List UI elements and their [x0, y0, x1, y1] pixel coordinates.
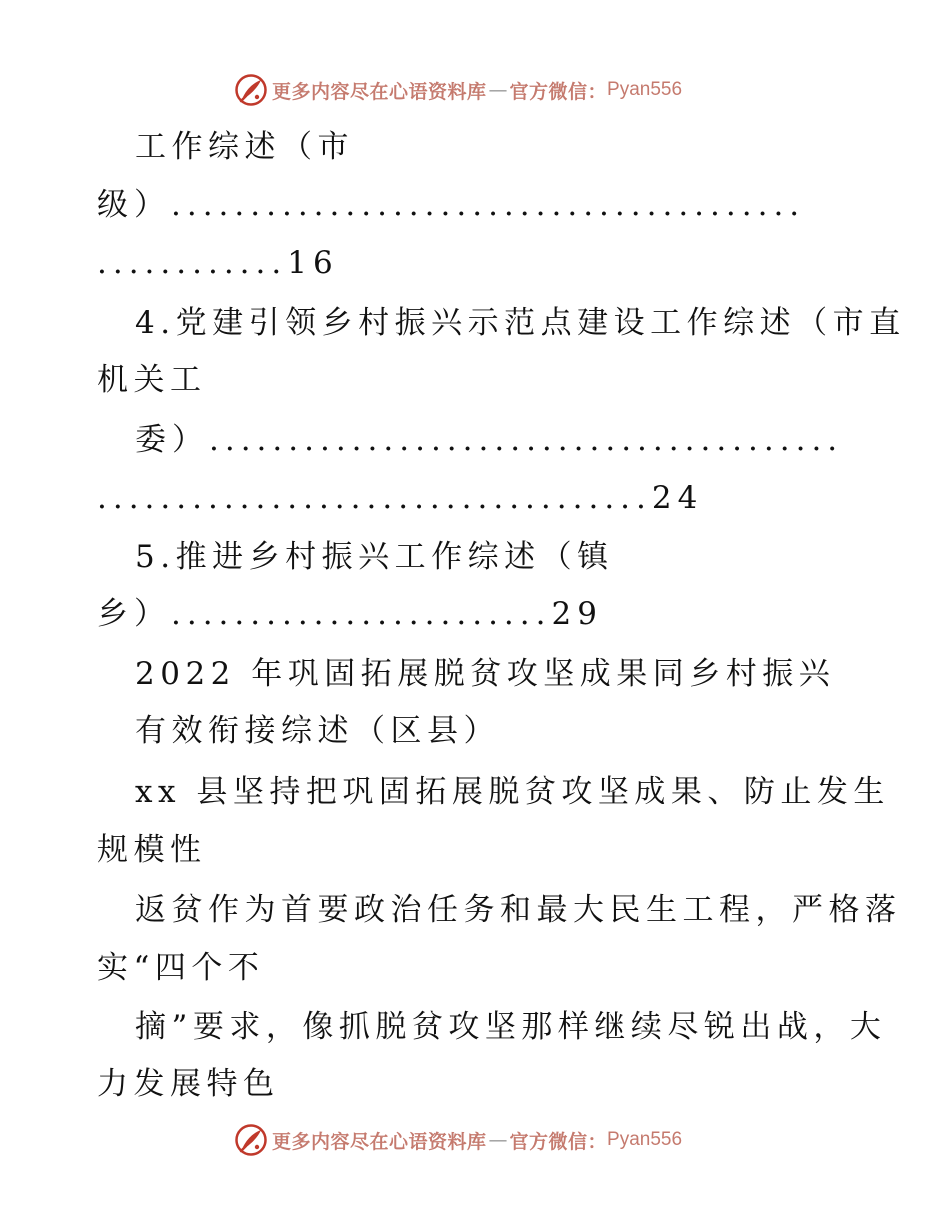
watermark-text: 更多内容尽在心语资料库	[272, 1130, 487, 1153]
article-body-line: 规模性	[97, 832, 207, 868]
toc-item4-line3: 委）........................................	[135, 422, 844, 458]
article-body-line: xx 县坚持把巩固拓展脱贫攻坚成果、防止发生	[135, 774, 890, 810]
article-body-line: 实“四个不	[97, 950, 265, 986]
toc-item3-line3: ............16	[97, 245, 339, 281]
watermark-dash: —	[488, 1129, 508, 1151]
watermark-wechat-id: Pyan556	[607, 1129, 683, 1150]
watermark-wechat-label: 官方微信：	[509, 1130, 608, 1153]
article-title-line1: 2022 年巩固拓展脱贫攻坚成果同乡村振兴	[135, 656, 836, 692]
quill-logo-icon	[234, 73, 268, 107]
watermark-wechat-id: Pyan556	[607, 79, 683, 100]
article-body-line: 力发展特色	[97, 1066, 280, 1102]
toc-item3-line1: 工作综述（市	[135, 129, 354, 165]
toc-item4-line4: ...................................24	[97, 480, 704, 516]
article-title-line2: 有效衔接综述（区县）	[135, 713, 500, 749]
watermark-text: 更多内容尽在心语资料库	[272, 80, 487, 103]
toc-item5-line1: 5.推进乡村振兴工作综述（镇	[135, 539, 614, 575]
article-body-line: 返贫作为首要政治任务和最大民生工程，严格落	[135, 892, 902, 928]
article-body-line: 摘”要求，像抓脱贫攻坚那样继续尽锐出战，大	[135, 1009, 887, 1045]
toc-item4-line1: 4.党建引领乡村振兴示范点建设工作综述（市直	[135, 305, 906, 341]
toc-item4-line2: 机关工	[97, 362, 207, 398]
watermark-wechat-label: 官方微信：	[509, 80, 608, 103]
quill-logo-icon	[234, 1123, 268, 1157]
watermark-header	[234, 72, 682, 108]
watermark-dash: —	[488, 79, 508, 101]
watermark-footer	[234, 1122, 682, 1158]
toc-item5-line2: 乡）........................29	[97, 596, 603, 632]
toc-item3-line2: 级）........................................	[97, 187, 806, 223]
